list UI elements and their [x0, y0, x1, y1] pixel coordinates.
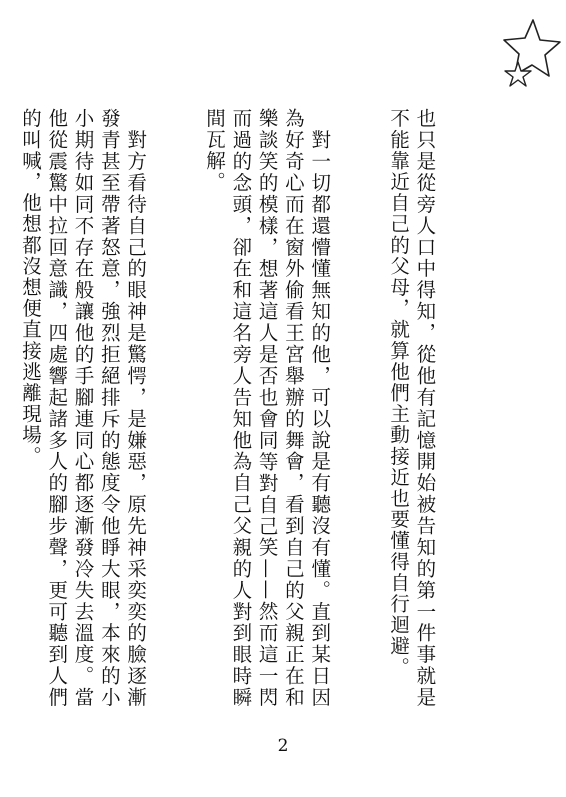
- paragraph-1: 也只是從旁人口中得知，從他有記憶開始被告知的第一件事就是不能靠近自己的父母，就算他們主動接近也要懂得自行迴避。: [387, 108, 437, 708]
- paragraph-3: 對方看待自己的眼神是驚愕，是嫌惡，原先神采奕奕的臉逐漸發青甚至帶著怒意，強烈拒絕排斥的態度令他睜大眼，本來的小小期待如同不存在般讓他的手腳連同心都逐漸發冷失去溫度。當他從震驚中拉回意識，四處響起諸多人的腳步聲，更可聽到人們的叫喊，他想都沒想便直接逃離現場。: [18, 108, 148, 708]
- body-text: [0, 108, 490, 708]
- paragraph-2: 對一切都還懵懂無知的他，可以說是有聽沒有懂。直到某日因為好奇心而在窗外偷看王宮舉辦的舞會，看到自己的父親正在和樂談笑的模樣，想著這人是否也會同等對自己笑——然而這一閃而過的念頭，卻在和這名旁人告知他為自己父親的人對到眼時瞬間瓦解。: [203, 108, 332, 708]
- page-number: 2: [277, 736, 289, 756]
- stars-icon: [488, 18, 562, 88]
- large-star-icon: [504, 20, 560, 76]
